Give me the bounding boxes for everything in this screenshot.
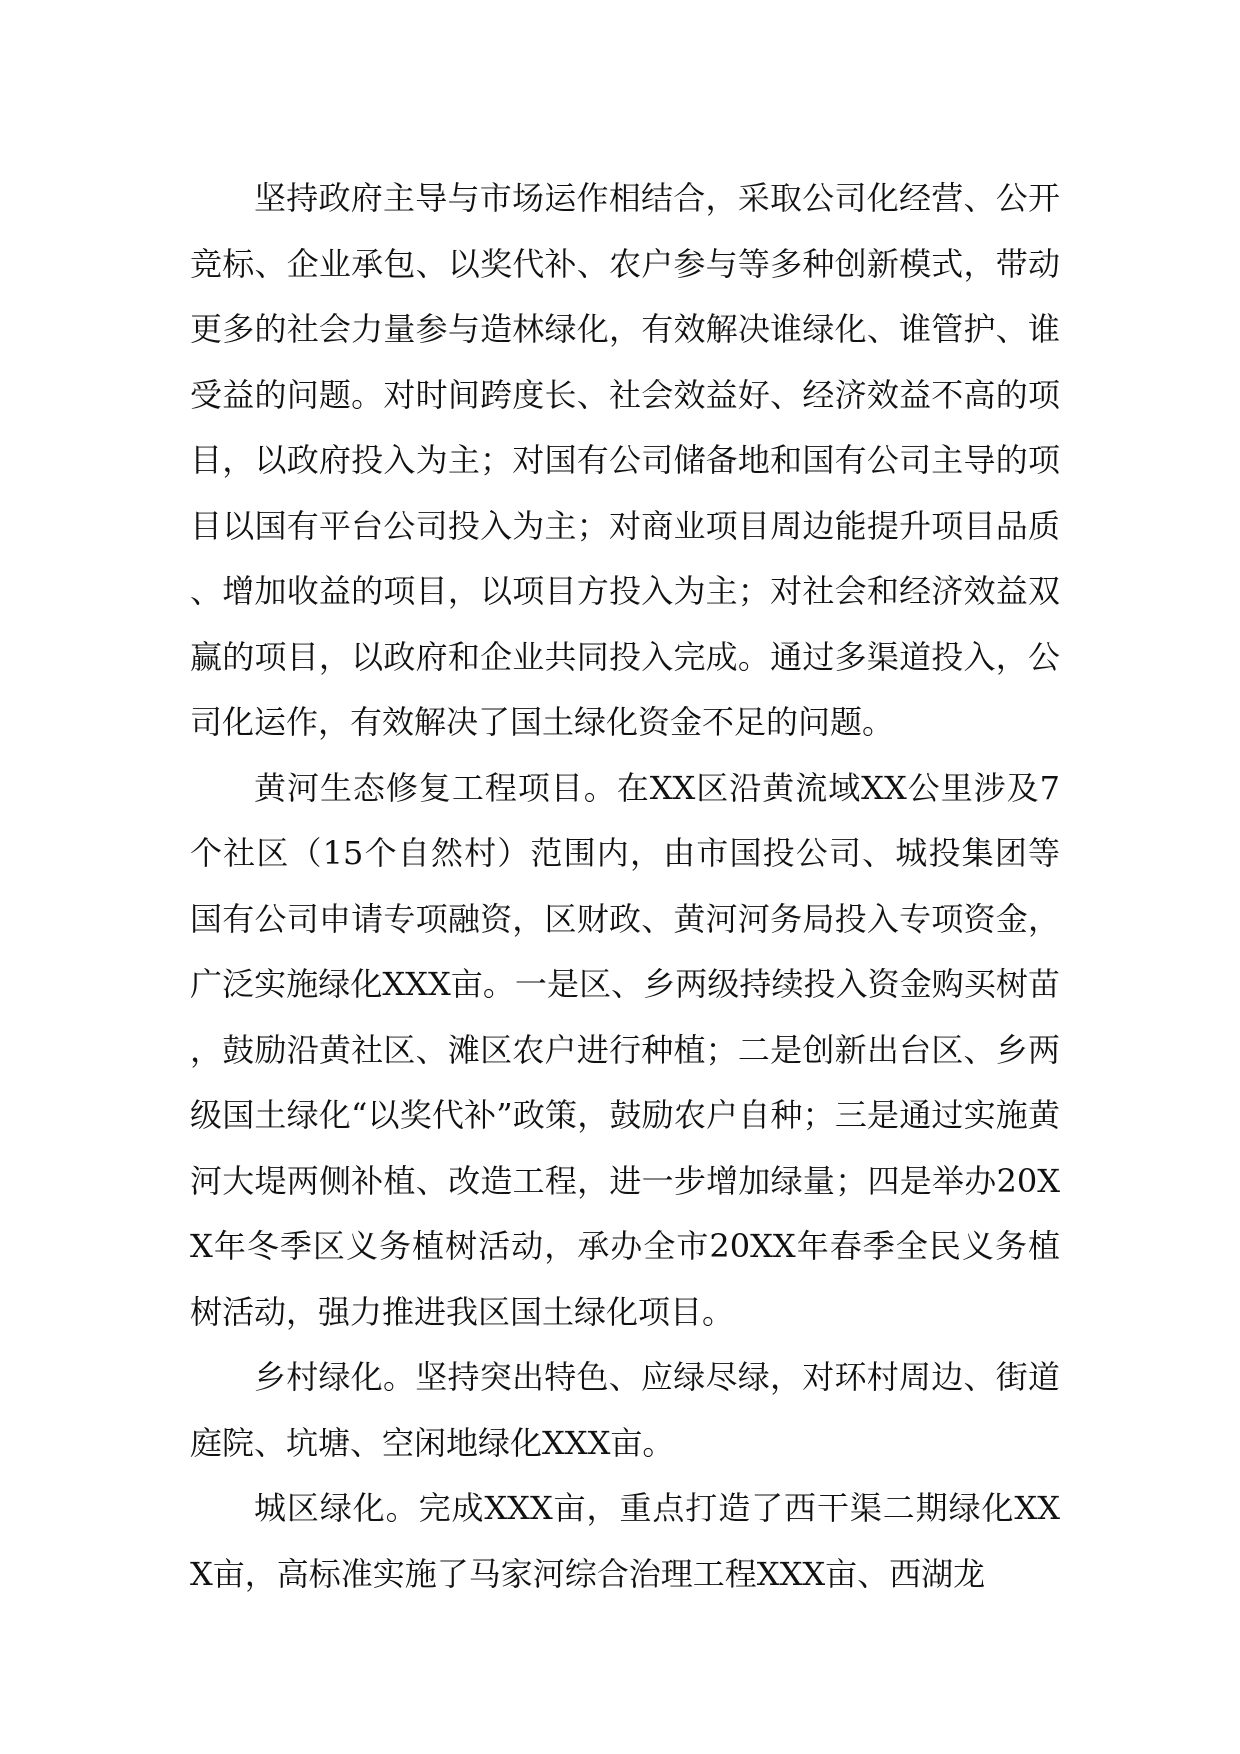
paragraph-funding-model: 坚持政府主导与市场运作相结合，采取公司化经营、公开竞标、企业承包、以奖代补、农户参与等多种创新模式，带动更多的社会力量参与造林绿化，有效解决谁绿化、谁管护、谁受益的问题。对时间跨度长、社会效益好、经济效益不高的项目，以政府投入为主；对国有公司储备地和国有公司主导的项目以国有平台公司投入为主；对商业项目周边能提升项目品质、增加收益的项目，以项目方投入为主；对社会和经济效益双赢的项目，以政府和企业共同投入完成。通过多渠道投入，公司化运作，有效解决了国土绿化资金不足的问题。	[190, 179, 1060, 741]
body-text	[190, 166, 1060, 1607]
paragraph-rural-greening: 乡村绿化。坚持突出特色、应绿尽绿，对环村周边、街道庭院、坑塘、空闲地绿化XXX亩。	[190, 1358, 1060, 1462]
paragraph-urban-greening: 城区绿化。完成XXX亩，重点打造了西干渠二期绿化XXX亩，高标准实施了马家河综合治理工程XXX亩、西湖龙	[190, 1489, 1060, 1593]
paragraph-yellow-river-project: 黄河生态修复工程项目。在XX区沿黄流域XX公里涉及7个社区（15个自然村）范围内，由市国投公司、城投集团等国有公司申请专项融资，区财政、黄河河务局投入专项资金，广泛实施绿化XXX亩。一是区、乡两级持续投入资金购买树苗，鼓励沿黄社区、滩区农户进行种植；二是创新出台区、乡两级国土绿化“以奖代补”政策，鼓励农户自种；三是通过实施黄河大堤两侧补植、改造工程，进一步增加绿量；四是举办20XX年冬季区义务植树活动，承办全市20XX年春季全民义务植树活动，强力推进我区国土绿化项目。	[190, 768, 1060, 1331]
